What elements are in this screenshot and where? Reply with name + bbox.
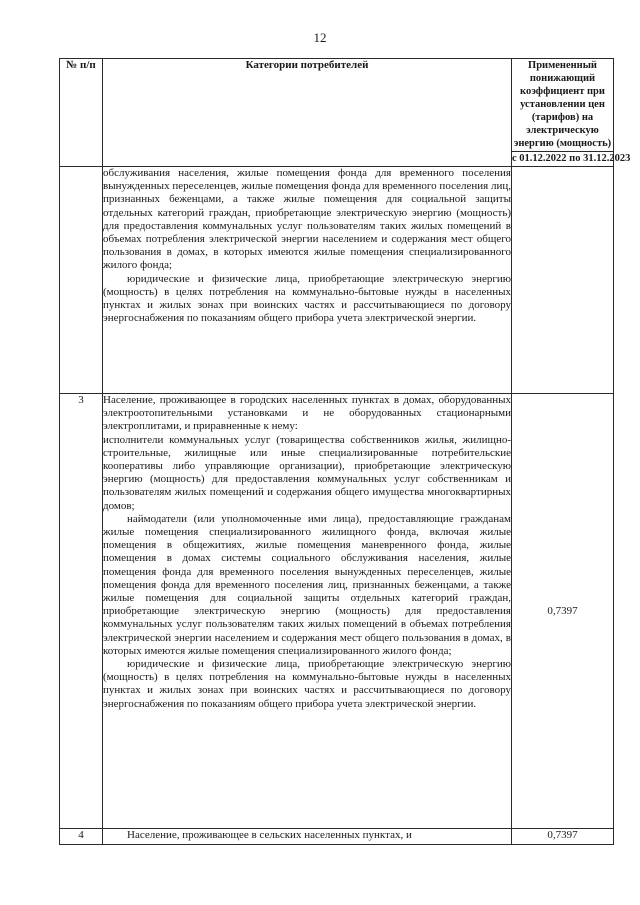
paragraph: Население, проживающее в городских населенных пунктах в домах, оборудованных электроотопительными установками и не оборудованных стационарными электроплитами, и приравненные к нему: (103, 394, 511, 433)
row-coefficient (512, 167, 614, 394)
row-number: 3 (60, 394, 103, 829)
paragraph: юридические и физические лица, приобретающие электрическую энергию (мощность) в целях потребления на коммунально-бытовые нужды в населенных пунктах и жилых зонах при воинских частях и рассчитывающиеся по договору энергоснабжения по показаниям общего прибора учета электрической энергии. (103, 272, 511, 325)
table-header-row (60, 59, 614, 152)
row-number: 4 (60, 829, 103, 845)
row-coefficient: 0,7397 (512, 829, 614, 845)
table-row (60, 394, 614, 829)
header-coefficient: Примененный понижающий коэффициент при установлении цен (тарифов) на электрическую энергию (мощность) (512, 59, 614, 152)
paragraph: обслуживания населения, жилые помещения фонда для временного поселения вынужденных переселенцев, жилые помещения фонда для временного поселения лиц, признанных беженцами, а также жилые помещения для социальной защиты отдельных категорий граждан, приобретающие электрическую энергию (мощность) для предоставления коммунальных услуг пользователям таких жилых помещений в объемах потребления электрической энергии населением и содержания мест общего пользования в домах, в которых имеются жилые помещения специализированного жилого фонда; (103, 167, 511, 272)
paragraph: Население, проживающее в сельских населенных пунктах, и (127, 829, 412, 841)
header-period: с 01.12.2022 по 31.12.2023 (512, 152, 614, 167)
row-coefficient: 0,7397 (512, 394, 614, 829)
row-category-text (103, 167, 512, 394)
row-category-text (103, 394, 512, 829)
paragraph: наймодатели (или уполномоченные ими лица), предоставляющие гражданам жилые помещения специализированного жилищного фонда, включая жилые помещения в общежитиях, жилые помещения маневренного фонда, жилые помещения в домах системы социального обслуживания населения, жилые помещения фонда для временного поселения вынужденных переселенцев, жилые помещения фонда для временного поселения лиц, признанных беженцами, а также жилые помещения для социальной защиты отдельных категорий граждан, приобретающие электрическую энергию (мощность) для предоставления коммунальных услуг пользователям таких жилых помещений в объемах потребления электрической энергии населением и содержания мест общего пользования в домах, в которых имеются жилые помещения специализированного жилого фонда; (103, 512, 511, 657)
row-number (60, 167, 103, 394)
page-number: 12 (313, 30, 327, 45)
paragraph: юридические и физические лица, приобретающие электрическую энергию (мощность) в целях потребления на коммунально-бытовые нужды в населенных пунктах и жилых зонах при воинских частях и рассчитывающиеся по договору энергоснабжения по показаниям общего прибора учета электрической энергии. (103, 658, 511, 710)
tariff-table (59, 58, 631, 845)
header-category: Категории потребителей (103, 59, 512, 167)
paragraph: исполнители коммунальных услуг (товарищества собственников жилья, жилищно-строительные, жилищные или иные специализированные потребительские кооперативы либо управляющие организации), приобретающие электрическую энергию (мощность) для предоставления коммунальных услуг собственникам и пользователям жилых помещений и содержания общего имущества многоквартирных домов; (103, 433, 511, 512)
table-row (60, 829, 614, 845)
header-num: № п/п (60, 59, 103, 167)
row-category-text (103, 829, 512, 845)
table-row (60, 167, 614, 394)
